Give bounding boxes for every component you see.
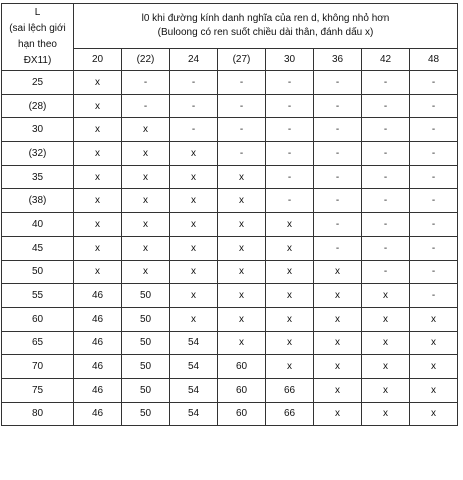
- table-cell: x: [266, 236, 314, 260]
- table-cell: -: [170, 71, 218, 95]
- column-header-cell: 42: [362, 49, 410, 71]
- row-header-line: hạn theo: [18, 39, 57, 50]
- table-cell: -: [362, 118, 410, 142]
- table-cell: x: [410, 307, 458, 331]
- table-header: [2, 4, 458, 71]
- table-container: [1, 3, 458, 426]
- column-header-cell: 36: [314, 49, 362, 71]
- table-cell: 50: [122, 307, 170, 331]
- table-cell: -: [410, 189, 458, 213]
- table-cell: x: [74, 142, 122, 166]
- table-cell: x: [170, 236, 218, 260]
- table-cell: 50: [122, 355, 170, 379]
- row-label-cell: 80: [2, 402, 74, 426]
- column-header-cell: 30: [266, 49, 314, 71]
- table-cell: 66: [266, 378, 314, 402]
- table-cell: -: [314, 165, 362, 189]
- table-cell: 46: [74, 331, 122, 355]
- table-cell: x: [410, 402, 458, 426]
- table-title-line: l0 khi đường kính danh nghĩa của ren d, không nhỏ hơn: [141, 13, 390, 24]
- table-cell: x: [362, 402, 410, 426]
- bolt-length-table: [1, 3, 458, 426]
- table-cell: x: [74, 236, 122, 260]
- table-cell: x: [170, 189, 218, 213]
- table-cell: -: [122, 94, 170, 118]
- table-cell: -: [266, 189, 314, 213]
- table-cell: x: [170, 307, 218, 331]
- table-cell: x: [74, 213, 122, 237]
- table-cell: x: [218, 284, 266, 308]
- table-cell: -: [266, 142, 314, 166]
- table-cell: x: [218, 331, 266, 355]
- table-cell: 46: [74, 355, 122, 379]
- table-cell: x: [170, 165, 218, 189]
- row-label-cell: 65: [2, 331, 74, 355]
- table-cell: x: [122, 189, 170, 213]
- table-cell: x: [266, 331, 314, 355]
- table-cell: x: [122, 118, 170, 142]
- row-label-cell: 40: [2, 213, 74, 237]
- table-cell: -: [122, 71, 170, 95]
- table-cell: 54: [170, 331, 218, 355]
- table-cell: 66: [266, 402, 314, 426]
- table-cell: -: [410, 71, 458, 95]
- table-cell: x: [314, 402, 362, 426]
- table-cell: x: [410, 378, 458, 402]
- table-cell: -: [218, 71, 266, 95]
- table-cell: -: [314, 94, 362, 118]
- table-cell: -: [314, 189, 362, 213]
- table-cell: -: [266, 165, 314, 189]
- table-row: [2, 260, 458, 284]
- table-cell: x: [410, 331, 458, 355]
- table-cell: -: [362, 189, 410, 213]
- table-cell: x: [122, 165, 170, 189]
- table-cell: -: [410, 165, 458, 189]
- row-label-cell: (32): [2, 142, 74, 166]
- table-row: [2, 331, 458, 355]
- table-title-cell: [74, 4, 458, 49]
- table-cell: -: [362, 213, 410, 237]
- table-cell: x: [74, 165, 122, 189]
- table-cell: 46: [74, 307, 122, 331]
- table-cell: -: [266, 71, 314, 95]
- table-cell: x: [266, 307, 314, 331]
- table-cell: -: [218, 142, 266, 166]
- table-row: [2, 71, 458, 95]
- column-header-cell: 20: [74, 49, 122, 71]
- row-header-line: (sai lệch giới: [9, 23, 66, 34]
- table-row: [2, 118, 458, 142]
- table-cell: -: [314, 142, 362, 166]
- table-cell: x: [314, 355, 362, 379]
- column-header-cell: (27): [218, 49, 266, 71]
- table-cell: -: [410, 94, 458, 118]
- table-cell: -: [410, 213, 458, 237]
- table-cell: x: [122, 142, 170, 166]
- table-cell: x: [266, 355, 314, 379]
- column-header-cell: 48: [410, 49, 458, 71]
- table-cell: x: [362, 378, 410, 402]
- table-cell: -: [314, 118, 362, 142]
- table-cell: 60: [218, 402, 266, 426]
- row-header-line: ĐX11): [23, 55, 52, 66]
- table-cell: x: [314, 284, 362, 308]
- table-cell: -: [170, 118, 218, 142]
- table-row: [2, 94, 458, 118]
- table-cell: x: [74, 189, 122, 213]
- table-cell: x: [362, 307, 410, 331]
- table-cell: x: [314, 260, 362, 284]
- column-header-cell: 24: [170, 49, 218, 71]
- table-cell: x: [170, 142, 218, 166]
- table-cell: x: [266, 260, 314, 284]
- table-cell: x: [266, 213, 314, 237]
- table-cell: x: [74, 260, 122, 284]
- table-cell: 60: [218, 378, 266, 402]
- table-cell: x: [314, 331, 362, 355]
- table-cell: 50: [122, 402, 170, 426]
- table-cell: x: [218, 213, 266, 237]
- table-cell: x: [74, 71, 122, 95]
- table-row: [2, 355, 458, 379]
- row-label-cell: 50: [2, 260, 74, 284]
- table-cell: x: [122, 260, 170, 284]
- table-cell: 60: [218, 355, 266, 379]
- table-row: [2, 165, 458, 189]
- table-cell: -: [410, 236, 458, 260]
- table-cell: -: [362, 142, 410, 166]
- row-header-cell: [2, 4, 74, 71]
- table-row: [2, 402, 458, 426]
- table-cell: x: [362, 355, 410, 379]
- table-cell: 50: [122, 378, 170, 402]
- table-cell: x: [362, 284, 410, 308]
- table-cell: x: [362, 331, 410, 355]
- table-cell: -: [362, 71, 410, 95]
- table-cell: x: [122, 236, 170, 260]
- row-label-cell: 60: [2, 307, 74, 331]
- table-cell: x: [218, 189, 266, 213]
- table-cell: x: [314, 307, 362, 331]
- table-cell: -: [410, 260, 458, 284]
- row-label-cell: 25: [2, 71, 74, 95]
- column-header-cell: (22): [122, 49, 170, 71]
- table-cell: 54: [170, 378, 218, 402]
- table-cell: 54: [170, 355, 218, 379]
- table-cell: -: [314, 236, 362, 260]
- table-cell: x: [170, 213, 218, 237]
- table-cell: -: [362, 236, 410, 260]
- table-cell: x: [218, 165, 266, 189]
- table-row: [2, 142, 458, 166]
- table-cell: -: [266, 118, 314, 142]
- row-label-cell: (38): [2, 189, 74, 213]
- row-label-cell: 45: [2, 236, 74, 260]
- table-cell: -: [410, 118, 458, 142]
- table-row: [2, 307, 458, 331]
- table-cell: 50: [122, 331, 170, 355]
- table-cell: -: [314, 71, 362, 95]
- table-cell: -: [362, 94, 410, 118]
- row-label-cell: 30: [2, 118, 74, 142]
- table-cell: -: [410, 142, 458, 166]
- table-cell: -: [266, 94, 314, 118]
- table-cell: x: [218, 260, 266, 284]
- table-cell: -: [170, 94, 218, 118]
- table-cell: 46: [74, 284, 122, 308]
- table-cell: x: [122, 213, 170, 237]
- table-cell: x: [74, 118, 122, 142]
- table-cell: -: [410, 284, 458, 308]
- table-row: [2, 213, 458, 237]
- row-label-cell: 70: [2, 355, 74, 379]
- table-cell: -: [218, 94, 266, 118]
- row-label-cell: 55: [2, 284, 74, 308]
- table-row: [2, 236, 458, 260]
- table-row: [2, 189, 458, 213]
- table-cell: -: [362, 260, 410, 284]
- table-cell: x: [266, 284, 314, 308]
- row-label-cell: 75: [2, 378, 74, 402]
- table-cell: 50: [122, 284, 170, 308]
- table-cell: -: [218, 118, 266, 142]
- row-label-cell: 35: [2, 165, 74, 189]
- table-row: [2, 284, 458, 308]
- row-label-cell: (28): [2, 94, 74, 118]
- table-cell: x: [218, 236, 266, 260]
- table-cell: 46: [74, 378, 122, 402]
- table-cell: x: [218, 307, 266, 331]
- table-cell: -: [314, 213, 362, 237]
- table-cell: x: [314, 378, 362, 402]
- table-cell: x: [74, 94, 122, 118]
- table-cell: x: [410, 355, 458, 379]
- table-row: [2, 378, 458, 402]
- row-header-line: L: [34, 7, 41, 18]
- table-cell: 46: [74, 402, 122, 426]
- table-cell: -: [362, 165, 410, 189]
- table-title-line: (Buloong có ren suốt chiều dài thân, đánh dấu x): [157, 27, 374, 38]
- table-cell: x: [170, 260, 218, 284]
- table-cell: 54: [170, 402, 218, 426]
- table-cell: x: [170, 284, 218, 308]
- table-body: [2, 71, 458, 426]
